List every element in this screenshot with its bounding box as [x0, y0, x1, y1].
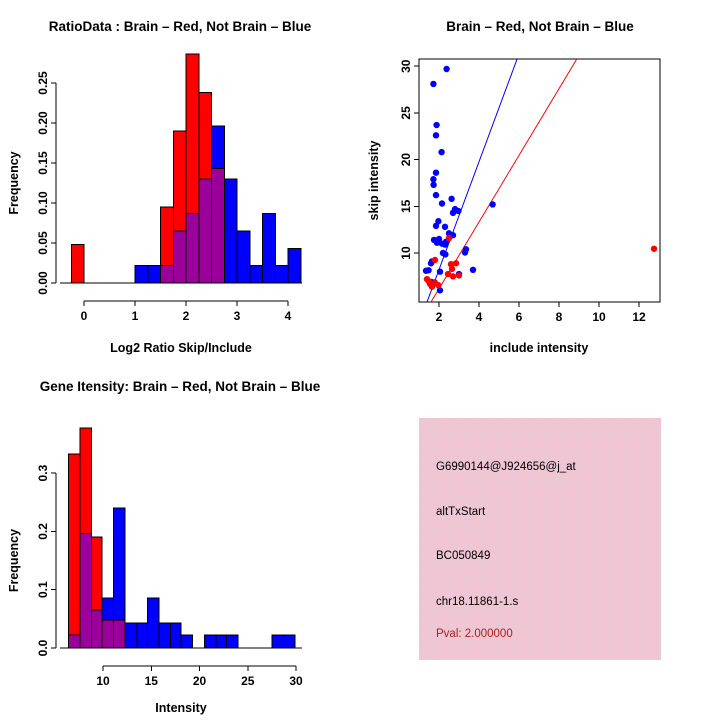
hist-bar-overlap [102, 620, 114, 648]
hist-bar-overlap [161, 265, 174, 283]
gene-info-box [419, 418, 661, 660]
blue-point [443, 66, 449, 72]
blue-point [430, 182, 436, 188]
blue-point [433, 169, 439, 175]
blue-point [430, 176, 436, 182]
red-point [449, 266, 455, 272]
pval-text: Pval: 2.000000 [436, 628, 513, 640]
y-axis [36, 71, 56, 295]
y-tick-label: 0.0 [36, 639, 50, 657]
x-axis-label: Intensity [155, 701, 207, 715]
hist-bar [102, 598, 114, 620]
hist-bar [173, 131, 186, 231]
x-axis [81, 301, 292, 323]
red-point [453, 260, 459, 266]
y-tick-label: 20 [399, 152, 413, 167]
ratio-histogram-panel [0, 0, 360, 360]
hist-bar-overlap [68, 635, 80, 648]
gene-info-panel [360, 360, 720, 720]
blue-point [450, 210, 456, 216]
hist-bar-overlap [80, 534, 92, 648]
intensity-scatter-panel [360, 0, 720, 360]
hist-bar [204, 635, 216, 648]
hist-bar-overlap [186, 213, 199, 283]
blue-point [462, 249, 468, 255]
red-point [450, 273, 456, 279]
hist-bar-overlap [212, 169, 225, 283]
hist-bar [275, 265, 288, 283]
y-axis-label: Frequency [7, 151, 21, 215]
x-axis [436, 302, 646, 324]
x-tick-label: 6 [515, 310, 523, 324]
probe-id-text: G6990144@J924656@j_at [436, 461, 576, 473]
x-tick-label: 10 [592, 310, 606, 324]
splice-type-text: altTxStart [436, 506, 486, 518]
histogram [7, 19, 312, 355]
hist-bar [212, 126, 225, 168]
hist-bar [71, 245, 84, 283]
blue-point [442, 224, 448, 230]
y-tick-label: 0.3 [36, 464, 50, 482]
panel-title: Gene Itensity: Brain – Red, Not Brain – Blue [39, 379, 321, 394]
blue-point [425, 267, 431, 273]
red-point [432, 257, 438, 263]
hist-bar [114, 508, 126, 620]
y-axis [36, 464, 56, 656]
scatter-plot [367, 19, 660, 355]
panel-title: RatioData : Brain – Red, Not Brain – Blue [48, 19, 312, 34]
x-tick-label: 4 [284, 309, 292, 323]
x-axis [96, 666, 303, 688]
x-tick-label: 1 [131, 309, 139, 323]
red-point [446, 235, 452, 241]
y-tick-label: 0.20 [36, 111, 50, 135]
hist-bar [283, 635, 295, 648]
x-tick-label: 0 [80, 309, 88, 323]
red-point [456, 272, 462, 278]
hist-bar [224, 179, 237, 283]
histogram-bars [71, 54, 301, 283]
y-tick-label: 0.1 [36, 581, 50, 599]
blue-point [442, 251, 448, 257]
x-tick-label: 4 [475, 310, 483, 324]
x-tick-label: 30 [289, 674, 303, 688]
y-tick-label: 0.10 [36, 191, 50, 215]
x-tick-label: 2 [182, 309, 190, 323]
y-axis-label: Frequency [7, 528, 21, 593]
y-tick-label: 0.25 [36, 71, 50, 95]
histogram [7, 379, 321, 715]
blue-point [442, 241, 448, 247]
x-tick-label: 8 [555, 310, 563, 324]
hist-bar [68, 454, 80, 635]
gene-intensity-histogram-panel [0, 360, 360, 720]
hist-bar-overlap [114, 620, 126, 648]
red-point [435, 282, 441, 288]
chromosome-locus-text: chr18.11861-1.s [436, 596, 519, 608]
blue-point [437, 268, 443, 274]
hist-bar [147, 598, 159, 648]
y-tick-label: 0.00 [36, 271, 50, 295]
y-tick-label: 10 [399, 246, 413, 260]
x-tick-label: 25 [241, 674, 255, 688]
hist-bar [148, 265, 161, 283]
hist-bar [186, 54, 199, 213]
scatter-points [423, 66, 657, 294]
blue-point [439, 200, 445, 206]
y-tick-label: 0.15 [36, 151, 50, 175]
y-tick-label: 30 [399, 59, 413, 73]
y-axis [399, 59, 419, 259]
blue-point [433, 132, 439, 138]
hist-bar [288, 249, 301, 283]
hist-bar [137, 623, 148, 648]
blue-point [433, 223, 439, 229]
blue-point [430, 81, 436, 87]
x-axis-label: Log2 Ratio Skip/Include [110, 341, 252, 355]
hist-bar [161, 207, 174, 265]
hist-bar [199, 93, 212, 179]
hist-bar [135, 265, 148, 283]
hist-bar [91, 537, 102, 610]
panel-title: Brain – Red, Not Brain – Blue [446, 19, 634, 34]
blue-point [489, 201, 495, 207]
hist-bar [80, 428, 92, 534]
x-tick-label: 2 [435, 310, 443, 324]
blue-point [448, 196, 454, 202]
accession-text: BC050849 [436, 550, 491, 562]
y-tick-label: 0.05 [36, 231, 50, 255]
blue-point [433, 192, 439, 198]
x-tick-label: 3 [233, 309, 241, 323]
hist-bar [171, 623, 182, 648]
hist-bar [227, 635, 239, 648]
hist-bar [272, 635, 284, 648]
hist-bar [250, 265, 263, 283]
x-tick-label: 20 [192, 674, 207, 688]
y-tick-label: 0.2 [36, 523, 50, 540]
red-point [651, 246, 657, 252]
hist-bar-overlap [91, 610, 102, 648]
x-tick-label: 12 [632, 310, 646, 324]
y-axis-label: skip intensity [367, 140, 381, 221]
hist-bar [125, 623, 137, 648]
hist-bar-overlap [173, 231, 186, 283]
hist-bar [263, 213, 276, 283]
y-tick-label: 15 [399, 199, 413, 213]
blue-point [438, 149, 444, 155]
blue-point [433, 122, 439, 128]
x-tick-label: 10 [96, 674, 110, 688]
hist-bar [216, 635, 227, 648]
y-tick-label: 25 [399, 106, 413, 120]
hist-bar [181, 635, 193, 648]
hist-bar [237, 231, 250, 283]
x-axis-label: include intensity [489, 341, 589, 355]
x-tick-label: 15 [144, 674, 158, 688]
histogram-bars [68, 428, 295, 648]
hist-bar [159, 623, 171, 648]
blue-point [470, 267, 476, 273]
hist-bar-overlap [199, 179, 212, 283]
